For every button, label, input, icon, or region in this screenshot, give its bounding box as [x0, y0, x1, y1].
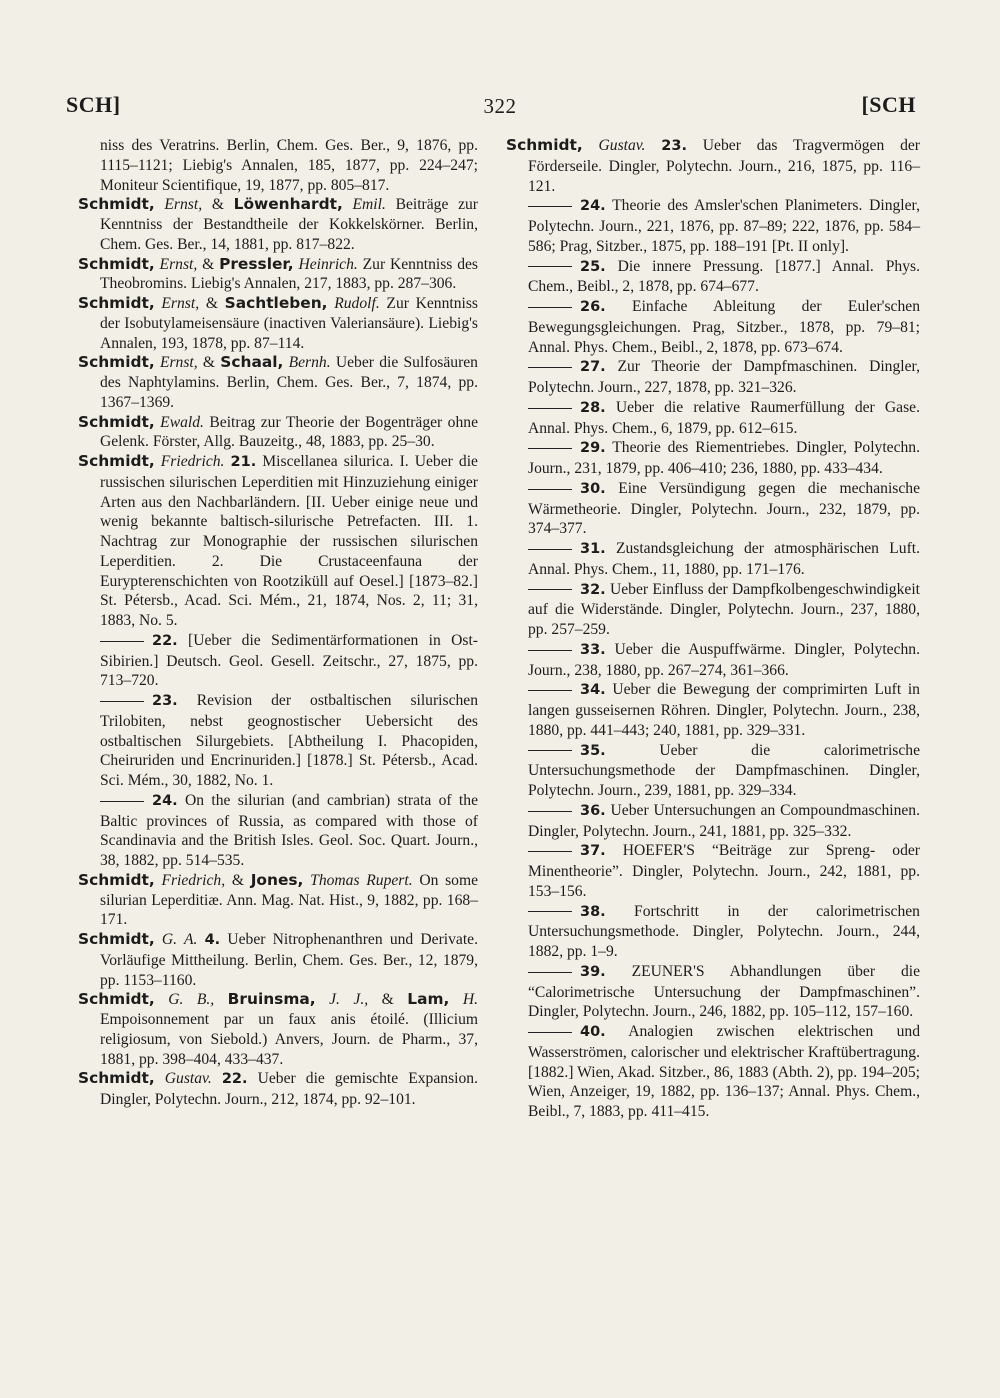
entry-number: 24. — [152, 792, 178, 809]
bibliography-entry — [78, 871, 478, 930]
coauthor-surname: Löwenhardt, — [233, 195, 343, 214]
bibliography-subentry — [506, 741, 920, 801]
author-conjunction: & — [205, 295, 225, 312]
bibliography-entry — [78, 990, 478, 1069]
ditto-dash — [528, 367, 572, 368]
entry-text: Revision der ostbaltischen silurischen Trilobiten, nebst geognostischer Uebersicht des ostbaltischen Silurgebiets. [Abtheilung I. Phacopiden, Cheiruriden und Encrinuriden.] [1878.] St. Pétersb., Acad. Sci. Mém., 30, 1882, No. 1. — [100, 692, 478, 789]
bibliography-entry — [78, 930, 478, 990]
author-given-name: Gustav. — [164, 1070, 212, 1088]
left-column — [78, 136, 478, 1110]
ditto-dash — [528, 206, 572, 207]
bibliography-entry — [506, 136, 920, 196]
entry-text: HOEFER'S “Beiträge zur Spreng- oder Minentheorie”. Dingler, Polytechn. Journ., 242, 1881, pp. 153–156. — [528, 842, 920, 900]
coauthor-given-name: J. J., — [329, 991, 369, 1009]
ditto-dash — [528, 811, 572, 812]
entry-text: Ueber Nitrophenanthren und Derivate. Vorläufige Mittheilung. Berlin, Chem. Ges. Ber., 12, 1879, pp. 1153–1160. — [100, 931, 478, 989]
author-given-name: Friedrich, — [161, 871, 226, 889]
coauthor-surname: Pressler, — [219, 254, 294, 273]
ditto-dash — [100, 701, 144, 702]
entry-text: Zur Kenntniss der Isobutylameisensäure (inactiven Valeriansäure). Liebig's Annalen, 193, 1878, pp. 87–114. — [100, 295, 479, 352]
entry-text: ZEUNER'S Abhandlungen über die “Calorimetrische Untersuchung der Dampfmaschinen”. Dingler, Polytechn. Journ., 246, 1882, pp. 105–112, 157–160. — [528, 962, 920, 1021]
entry-number: 21. — [230, 454, 257, 470]
entry-number: 39. — [580, 963, 606, 980]
entry-number: 34. — [580, 682, 606, 699]
entry-text: Zur Kenntniss des Theobromins. Liebig's Annalen, 217, 1883, pp. 287–306. — [100, 255, 478, 293]
ditto-dash — [528, 911, 572, 912]
ditto-dash — [528, 549, 572, 550]
running-head-right: [SCH — [861, 92, 916, 117]
bibliography-subentry — [506, 680, 920, 740]
entry-text: Die innere Pressung. [1877.] Annal. Phys. Chem., Beibl., 2, 1878, pp. 674–677. — [528, 257, 920, 296]
entry-text: Ueber die relative Raumerfüllung der Gase. Annal. Phys. Chem., 6, 1879, pp. 612–615. — [528, 398, 920, 437]
coauthor-given-name: Emil. — [352, 196, 386, 214]
author-given-name: Ernst, — [161, 295, 200, 312]
author-conjunction: & — [381, 991, 408, 1009]
bibliography-subentry — [78, 691, 478, 791]
entry-number: 22. — [152, 632, 178, 649]
bibliography-entry — [78, 294, 478, 353]
author-surname: Schmidt, — [78, 195, 155, 214]
author-given-name: Gustav. — [598, 137, 646, 154]
coauthor-surname: Lam, — [407, 990, 450, 1009]
entry-text: Beitrag zur Theorie der Bogenträger ohne Gelenk. Förster, Allg. Bauzeitg., 48, 1883, pp. 25–30. — [100, 413, 478, 451]
ditto-dash — [100, 801, 144, 802]
bibliography-entry — [78, 136, 478, 195]
ditto-dash — [528, 448, 572, 449]
author-surname: Schmidt, — [78, 412, 155, 431]
author-surname: Schmidt, — [78, 452, 155, 470]
entry-text: Miscellanea silurica. I. Ueber die russischen silurischen Leperditien mit Hinzuziehung einiger Arten aus den Nachbarländern. [II. Ueber einige neue und wenig bekannte baltisch-silurische Petrefacten. III. 1. Nachtrag zur Monographie der russischen silurischen Leperditien. 2. Die Crustaceenfauna der Eurypterenschichten von Rootziküll auf Oesel.] [1873–82.] St. Pétersb., Acad. Sci. Mém., 21, 1874, Nos. 2, 11; 31, 1883, No. 5. — [100, 453, 478, 629]
ditto-dash — [100, 641, 144, 642]
entry-number: 23. — [661, 138, 687, 154]
entry-text: Ueber die Sulfosäuren des Naphtylamins. Berlin, Chem. Ges. Ber., 7, 1874, pp. 1367–1369. — [100, 354, 478, 411]
bibliography-subentry — [78, 791, 478, 871]
author-surname: Schmidt, — [78, 353, 155, 372]
author-surname: Schmidt, — [78, 870, 155, 889]
entry-number: 32. — [580, 581, 606, 598]
entry-number: 35. — [580, 742, 606, 759]
author-given-name: G. B., — [168, 991, 215, 1009]
coauthor-given-name: Bernh. — [288, 354, 331, 372]
bibliography-subentry — [506, 841, 920, 901]
bibliography-entry — [78, 452, 478, 631]
bibliography-subentry — [506, 539, 920, 580]
bibliography-subentry — [506, 640, 920, 681]
ditto-dash — [528, 851, 572, 852]
author-surname: Schmidt, — [78, 930, 155, 948]
entry-text: Ueber die Bewegung der comprimirten Luft in langen gusseisernen Röhren. Dingler, Polytechn. Journ., 238, 1880, pp. 441–443; 240, 1881, pp. 329–331. — [528, 681, 920, 739]
entry-text: niss des Veratrins. Berlin, Chem. Ges. Ber., 9, 1876, pp. 1115–1121; Liebig's Annalen, 185, 1877, pp. 224–247; Moniteur Scientifique, 19, 1877, pp. 805–817. — [100, 137, 478, 194]
author-given-name: G. A. — [161, 931, 198, 948]
bibliography-entry — [78, 255, 478, 295]
coauthor-surname: Bruinsma, — [227, 990, 316, 1009]
bibliography-subentry — [506, 357, 920, 398]
entry-number: 27. — [580, 359, 606, 376]
entry-text: Ueber Einfluss der Dampfkolbengeschwindigkeit auf die Widerstände. Dingler, Polytechn. Journ., 237, 1880, pp. 257–259. — [528, 580, 920, 638]
bibliography-subentry — [506, 438, 920, 479]
author-conjunction: & — [202, 354, 221, 372]
ditto-dash — [528, 750, 572, 751]
coauthor-given-name: Rudolf. — [334, 295, 380, 312]
entry-number: 28. — [580, 399, 606, 416]
coauthor-given-name: H. — [462, 991, 479, 1009]
bibliography-subentry — [506, 801, 920, 842]
entry-number: 29. — [580, 440, 606, 457]
entry-number: 40. — [580, 1024, 606, 1040]
entry-number: 25. — [580, 258, 606, 275]
entry-number: 4. — [204, 932, 221, 948]
entry-number: 30. — [580, 480, 606, 497]
entry-text: Fortschritt in der calorimetrischen Untersuchungsmethode. Dingler, Polytechn. Journ., 244, 1882, pp. 1–9. — [528, 902, 920, 960]
entry-text: Einfache Ableitung der Euler'schen Bewegungsgleichungen. Prag, Sitzber., 1878, pp. 79–81; Annal. Phys. Chem., Beibl., 2, 1878, pp. 673–674. — [528, 298, 920, 356]
ditto-dash — [528, 972, 572, 973]
entry-text: Theorie des Riementriebes. Dingler, Polytechn. Journ., 231, 1879, pp. 406–410; 236, 1880, pp. 433–434. — [528, 439, 920, 477]
author-surname: Schmidt, — [78, 1069, 155, 1088]
bibliography-subentry — [506, 580, 920, 640]
author-conjunction: & — [202, 255, 220, 273]
author-surname: Schmidt, — [78, 254, 155, 273]
entry-number: 22. — [221, 1071, 248, 1088]
author-given-name: Ernst, — [159, 354, 198, 372]
entry-text: Analogien zwischen elektrischen und Wasserströmen, calorischer und elektrischer Kraftübertragung. [1882.] Wien, Akad. Sitzber., 86, 1883 (Abth. 2), pp. 194–205; Wien, Anzeiger, 19, 1882, pp. 136–137; Annal. Phys. Chem., Beibl., 7, 1883, pp. 411–415. — [528, 1023, 920, 1120]
entry-text: Ueber die Auspuffwärme. Dingler, Polytechn. Journ., 238, 1880, pp. 267–274, 361–366. — [528, 640, 920, 679]
author-given-name: Ernst, — [159, 255, 198, 273]
author-surname: Schmidt, — [78, 990, 155, 1009]
bibliography-subentry — [506, 297, 920, 357]
coauthor-surname: Jones, — [250, 870, 304, 889]
coauthor-surname: Sachtleben, — [224, 294, 328, 312]
ditto-dash — [528, 307, 572, 308]
entry-number: 36. — [580, 802, 606, 819]
bibliography-subentry — [506, 1022, 920, 1122]
ditto-dash — [528, 1032, 572, 1033]
entry-text: On the silurian (and cambrian) strata of the Baltic provinces of Russia, as compared with those of Scandinavia and the British Isles. Geol. Soc. Quart. Journ., 38, 1882, pp. 514–535. — [100, 791, 478, 869]
entry-text: Ueber die gemischte Expansion. Dingler, Polytechn. Journ., 212, 1874, pp. 92–101. — [100, 1070, 478, 1108]
bibliography-subentry — [78, 631, 478, 691]
bibliography-subentry — [506, 962, 920, 1022]
bibliography-subentry — [506, 902, 920, 962]
entry-number: 33. — [580, 641, 606, 658]
entry-text: Ueber Untersuchungen an Compoundmaschinen. Dingler, Polytechn. Journ., 241, 1881, pp. 325–332. — [528, 801, 920, 840]
bibliography-subentry — [506, 257, 920, 298]
ditto-dash — [528, 408, 572, 409]
entry-text: On some silurian Leperditiæ. Ann. Mag. Nat. Hist., 9, 1882, pp. 168–171. — [100, 871, 479, 929]
entry-number: 24. — [580, 198, 606, 215]
entry-text: Eine Versündigung gegen die mechanische Wärmetheorie. Dingler, Polytechn. Journ., 232, 1879, pp. 374–377. — [528, 479, 920, 538]
entry-text: Beiträge zur Kenntniss der Bestandtheile der Kokkelskörner. Berlin, Chem. Ges. Ber., 14, 1881, pp. 817–822. — [100, 196, 478, 253]
author-conjunction: & — [211, 196, 234, 214]
bibliography-entry — [78, 353, 478, 412]
bibliography-subentry — [506, 479, 920, 539]
entry-number: 38. — [580, 903, 606, 920]
bibliography-entry — [78, 413, 478, 453]
author-surname: Schmidt, — [78, 294, 155, 312]
entry-text: [Ueber die Sedimentärformationen in Ost-Sibirien.] Deutsch. Geol. Gesell. Zeitschr., 27, 1875, pp. 713–720. — [100, 631, 478, 690]
coauthor-surname: Schaal, — [220, 353, 284, 372]
bibliography-subentry — [506, 196, 920, 256]
author-given-name: Friedrich. — [160, 453, 225, 470]
coauthor-given-name: Thomas Rupert. — [310, 871, 413, 889]
entry-number: 26. — [580, 299, 606, 315]
entry-text: Empoisonnement par un faux anis étoilé. (Illicium religiosum, von Siebold.) Anvers, Journ. de Pharm., 37, 1881, pp. 398–404, 433–437. — [100, 1011, 478, 1068]
right-column — [506, 136, 920, 1122]
entry-number: 37. — [580, 843, 606, 860]
ditto-dash — [528, 489, 572, 490]
ditto-dash — [528, 690, 572, 691]
bibliography-subentry — [506, 398, 920, 439]
ditto-dash — [528, 589, 572, 590]
page-number: 322 — [483, 94, 517, 118]
entry-number: 31. — [580, 541, 606, 557]
author-given-name: Ernst, — [164, 196, 203, 214]
running-head-left: SCH] — [66, 92, 121, 117]
entry-text: Zur Theorie der Dampfmaschinen. Dingler, Polytechn. Journ., 227, 1878, pp. 321–326. — [528, 358, 920, 396]
entry-text: Ueber das Tragvermögen der Förderseile. Dingler, Polytechn. Journ., 216, 1875, pp. 116–121. — [528, 137, 920, 195]
author-given-name: Ewald. — [160, 413, 204, 431]
author-conjunction: & — [231, 871, 251, 889]
bibliography-entry — [78, 1069, 478, 1110]
author-surname: Schmidt, — [506, 136, 583, 154]
ditto-dash — [528, 650, 572, 651]
entry-text: Zustandsgleichung der atmosphärischen Luft. Annal. Phys. Chem., 11, 1880, pp. 171–176. — [528, 540, 920, 578]
entry-text: Ueber die calorimetrische Untersuchungsmethode der Dampfmaschinen. Dingler, Polytechn. Journ., 239, 1881, pp. 329–334. — [528, 741, 920, 799]
bibliography-entry — [78, 195, 478, 254]
coauthor-given-name: Heinrich. — [298, 255, 358, 273]
entry-text: Theorie des Amsler'schen Planimeters. Dingler, Polytechn. Journ., 221, 1876, pp. 87–89; 222, 1876, pp. 584–586; Prag, Sitzber., 1875, pp. 188–191 [Pt. II only]. — [528, 197, 921, 255]
ditto-dash — [528, 266, 572, 267]
entry-number: 23. — [152, 693, 178, 709]
